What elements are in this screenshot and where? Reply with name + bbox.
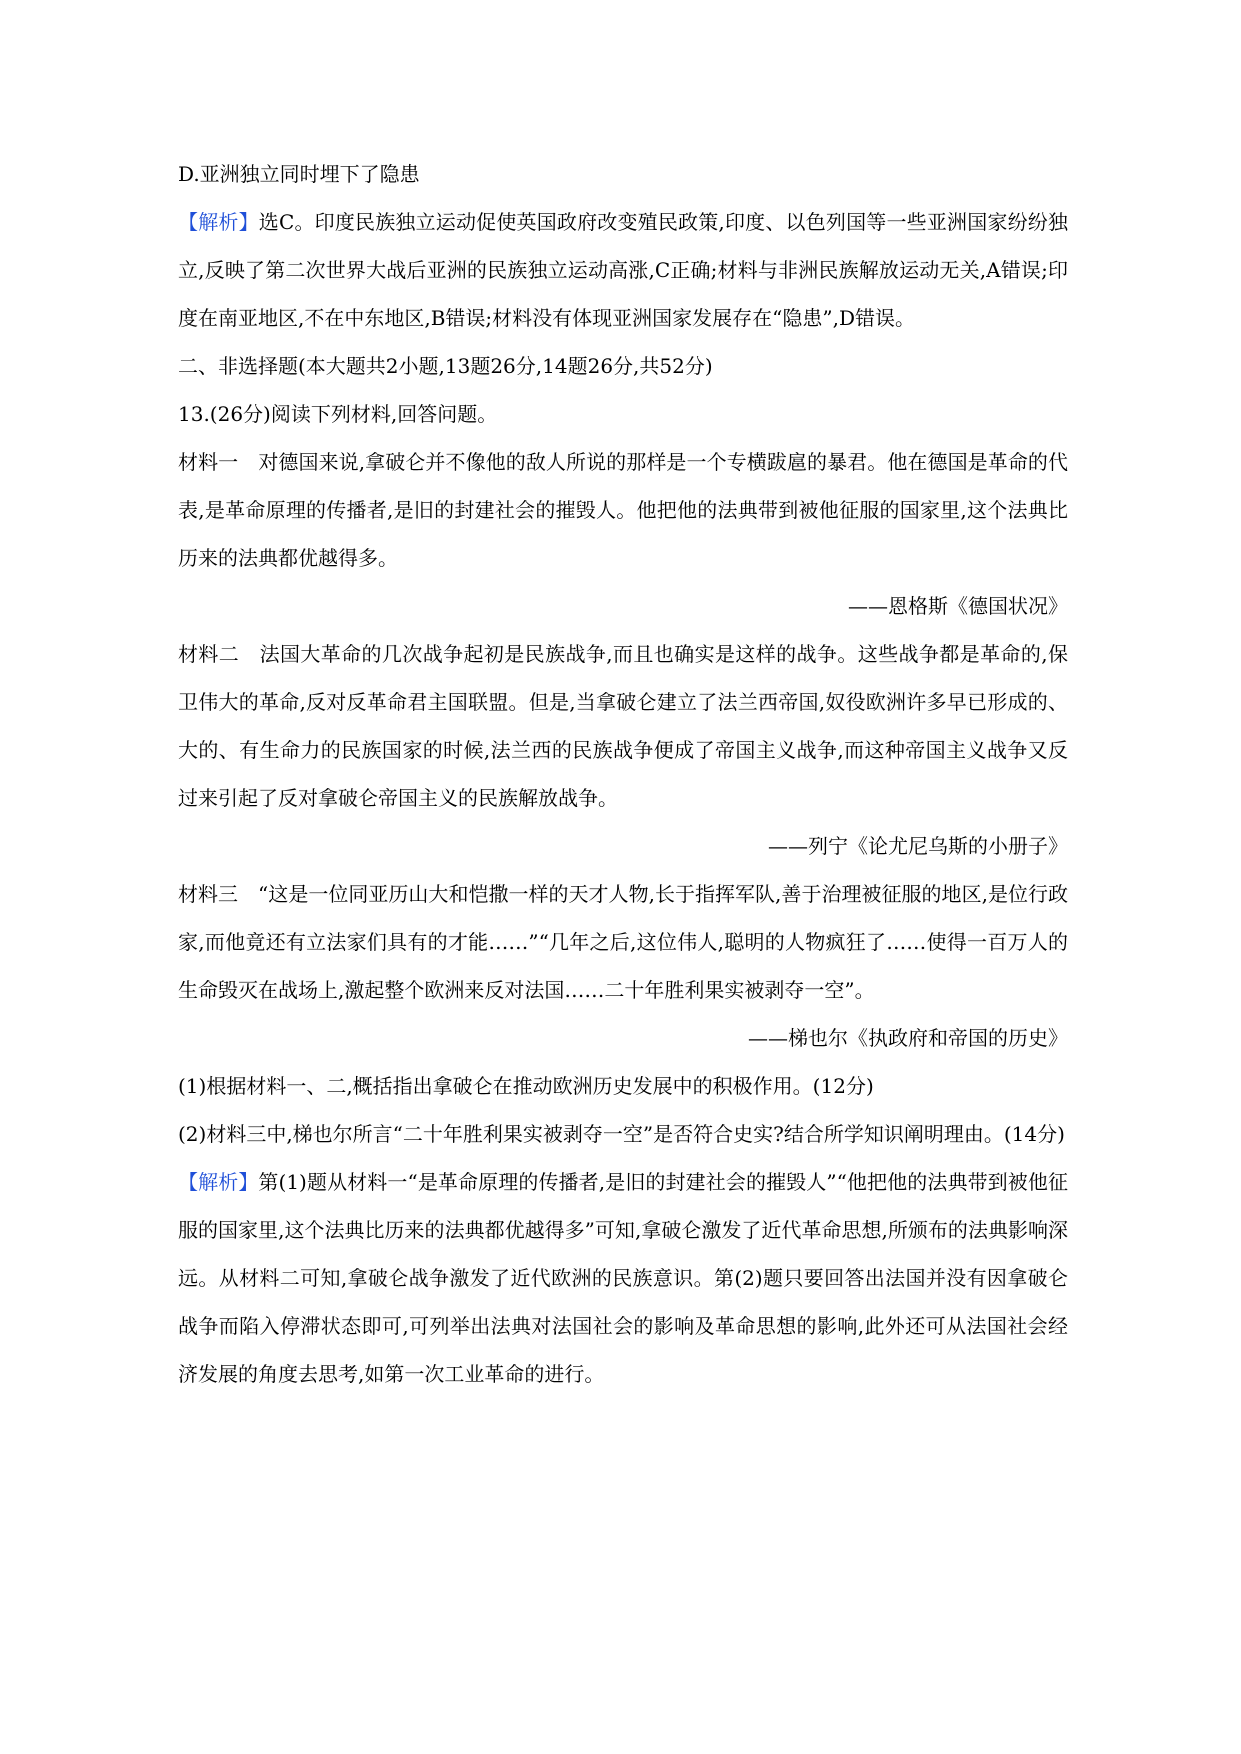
q12-analysis-text: 选C。印度民族独立运动促使英国政府改变殖民政策,印度、以色列国等一些亚洲国家纷纷独立,反映了第二次世界大战后亚洲的民族独立运动高涨,C正确;材料与非洲民族解放运动无关,A错误;印度在南亚地区,不在中东地区,B错误;材料没有体现亚洲国家发展存在“隐患”,D错误。 bbox=[178, 210, 1068, 330]
section2-title: 二、非选择题(本大题共2小题,13题26分,14题26分,共52分) bbox=[178, 354, 713, 378]
analysis-tag: 【解析】 bbox=[178, 210, 259, 234]
q13-question2: (2)材料三中,梯也尔所言“二十年胜利果实被剥夺一空”是否符合史实?结合所学知识阐明理由。(14分) bbox=[178, 1122, 1065, 1146]
document-page bbox=[178, 150, 1068, 1398]
q13-material2-source: ——列宁《论尤尼乌斯的小册子》 bbox=[768, 834, 1068, 858]
q13-material1: 材料一 对德国来说,拿破仑并不像他的敌人所说的那样是一个专横跋扈的暴君。他在德国是革命的代表,是革命原理的传播者,是旧的封建社会的摧毁人。他把他的法典带到被他征服的国家里,这个法典比历来的法典都优越得多。 bbox=[178, 450, 1068, 570]
q13-stem: 13.(26分)阅读下列材料,回答问题。 bbox=[178, 402, 498, 426]
analysis-tag: 【解析】 bbox=[178, 1170, 259, 1194]
q13-question1: (1)根据材料一、二,概括指出拿破仑在推动欧洲历史发展中的积极作用。(12分) bbox=[178, 1074, 874, 1098]
q13-material3: 材料三 “这是一位同亚历山大和恺撒一样的天才人物,长于指挥军队,善于治理被征服的地区,是位行政家,而他竟还有立法家们具有的才能……”“几年之后,这位伟人,聪明的人物疯狂了……使得一百万人的生命毁灭在战场上,激起整个欧洲来反对法国……二十年胜利果实被剥夺一空”。 bbox=[178, 882, 1068, 1002]
q13-material1-source: ——恩格斯《德国状况》 bbox=[848, 594, 1068, 618]
q12-option-d: D.亚洲独立同时埋下了隐患 bbox=[178, 162, 420, 186]
q12-analysis bbox=[178, 198, 1068, 342]
q13-material2: 材料二 法国大革命的几次战争起初是民族战争,而且也确实是这样的战争。这些战争都是革命的,保卫伟大的革命,反对反革命君主国联盟。但是,当拿破仑建立了法兰西帝国,奴役欧洲许多早已形成的、大的、有生命力的民族国家的时候,法兰西的民族战争便成了帝国主义战争,而这种帝国主义战争又反过来引起了反对拿破仑帝国主义的民族解放战争。 bbox=[178, 642, 1068, 810]
q13-analysis bbox=[178, 1158, 1068, 1398]
q13-analysis-text: 第(1)题从材料一“是革命原理的传播者,是旧的封建社会的摧毁人”“他把他的法典带到被他征服的国家里,这个法典比历来的法典都优越得多”可知,拿破仑激发了近代革命思想,所颁布的法典影响深远。从材料二可知,拿破仑战争激发了近代欧洲的民族意识。第(2)题只要回答出法国并没有因拿破仑战争而陷入停滞状态即可,可列举出法典对法国社会的影响及革命思想的影响,此外还可从法国社会经济发展的角度去思考,如第一次工业革命的进行。 bbox=[178, 1170, 1068, 1386]
q13-material3-source: ——梯也尔《执政府和帝国的历史》 bbox=[748, 1026, 1068, 1050]
